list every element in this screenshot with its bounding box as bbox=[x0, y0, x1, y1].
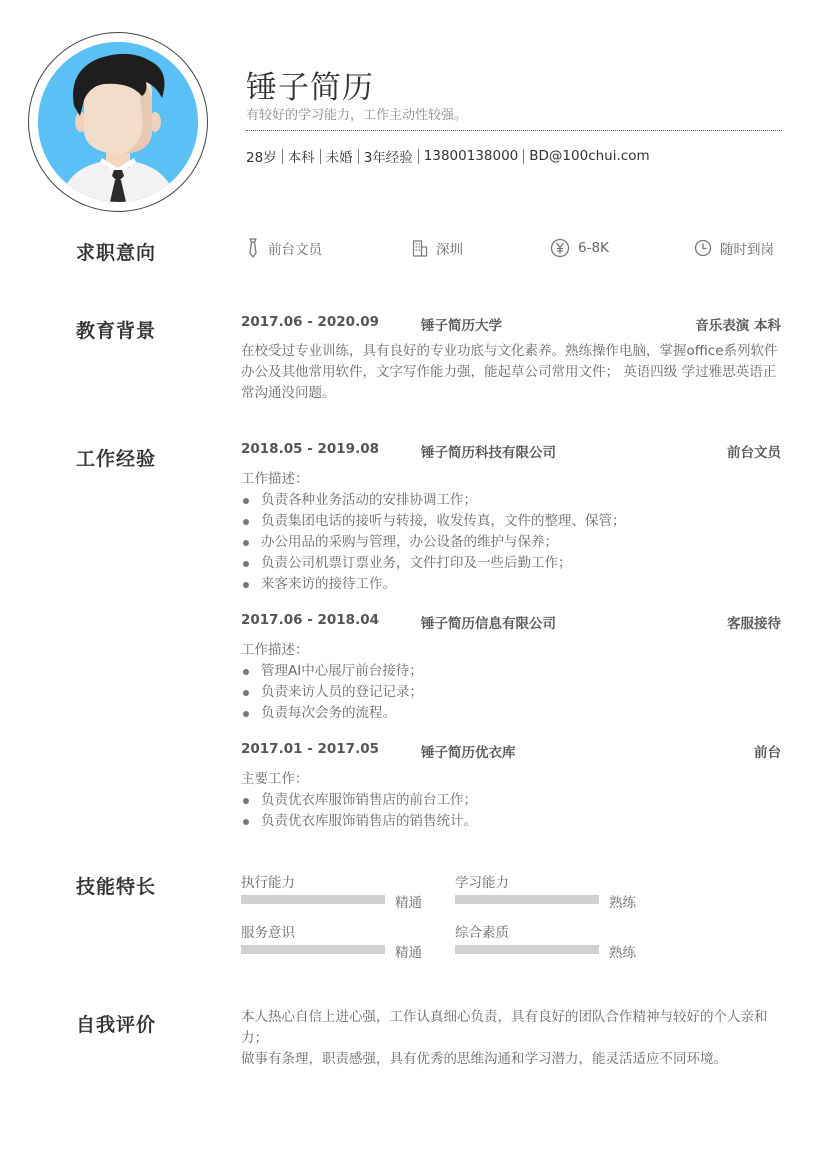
info-marital: 未婚 bbox=[325, 150, 353, 166]
intent-salary-label: 6-8K bbox=[578, 240, 609, 256]
intent-city-label: 深圳 bbox=[436, 242, 463, 258]
list-item: 负责公司机票订票业务，文件打印及一些后勤工作； bbox=[241, 553, 786, 574]
job-bullets bbox=[241, 661, 786, 724]
job-heading: 工作描述： bbox=[241, 642, 309, 658]
skill-name: 服务意识 bbox=[241, 925, 295, 941]
skill-item bbox=[455, 921, 655, 965]
list-item: 管理AI中心展厅前台接待； bbox=[241, 661, 786, 682]
job-role: 前台 bbox=[754, 745, 781, 761]
education-major: 音乐表演 本科 bbox=[695, 318, 781, 334]
job-period: 2017.06 - 2018.04 bbox=[241, 612, 379, 628]
intent-position bbox=[246, 238, 322, 258]
info-separator bbox=[418, 149, 419, 164]
job-bullets bbox=[241, 490, 786, 595]
list-item: 负责优衣库服饰销售店的销售统计。 bbox=[241, 811, 786, 832]
personal-info bbox=[246, 146, 650, 166]
header-divider bbox=[246, 130, 782, 131]
job-heading: 主要工作： bbox=[241, 771, 309, 787]
info-separator bbox=[320, 149, 321, 164]
skill-level: 熟练 bbox=[609, 945, 636, 961]
clock-icon bbox=[694, 239, 712, 257]
job-company: 锤子简历优衣库 bbox=[421, 745, 516, 761]
section-title-self-eval: 自我评价 bbox=[76, 1014, 157, 1036]
job-company: 锤子简历信息有限公司 bbox=[421, 616, 556, 632]
section-title-intent: 求职意向 bbox=[76, 242, 157, 264]
job-period: 2018.05 - 2019.08 bbox=[241, 441, 379, 457]
list-item: 来客来访的接待工作。 bbox=[241, 574, 786, 595]
job-role: 客服接待 bbox=[727, 616, 781, 632]
education-description: 在校受过专业训练，具有良好的专业功底与文化素养。熟练操作电脑，掌握office系列软件办公及其他常用软件，文字写作能力强，能起草公司常用文件； 英语四级 学过雅思英语正常沟通没问题。 bbox=[241, 343, 778, 401]
info-email[interactable]: BD@100chui.com bbox=[529, 148, 650, 164]
skill-item bbox=[241, 871, 441, 915]
section-title-education: 教育背景 bbox=[76, 320, 157, 342]
skill-level: 熟练 bbox=[609, 895, 636, 911]
info-age: 28岁 bbox=[246, 150, 277, 166]
yen-icon bbox=[550, 238, 570, 258]
info-separator bbox=[523, 149, 524, 164]
skill-level: 精通 bbox=[395, 945, 422, 961]
info-separator bbox=[358, 149, 359, 164]
list-item: 负责优衣库服饰销售店的前台工作； bbox=[241, 790, 786, 811]
list-item: 负责每次会务的流程。 bbox=[241, 703, 786, 724]
intent-availability bbox=[694, 238, 774, 258]
skill-bar bbox=[241, 895, 385, 904]
list-item: 负责集团电话的接听与转接，收发传真，文件的整理、保管； bbox=[241, 511, 786, 532]
skill-level: 精通 bbox=[395, 895, 422, 911]
intent-position-label: 前台文员 bbox=[268, 242, 322, 258]
job-bullets bbox=[241, 790, 786, 832]
skill-name: 执行能力 bbox=[241, 875, 295, 891]
skill-name: 综合素质 bbox=[455, 925, 509, 941]
list-item: 办公用品的采购与管理，办公设备的维护与保养； bbox=[241, 532, 786, 553]
avatar bbox=[38, 42, 198, 202]
education-school: 锤子简历大学 bbox=[421, 318, 502, 334]
job-row bbox=[241, 741, 781, 761]
skill-item bbox=[455, 871, 655, 915]
job-company: 锤子简历科技有限公司 bbox=[421, 445, 556, 461]
building-icon bbox=[412, 239, 428, 257]
motto: 有较好的学习能力，工作主动性较强。 bbox=[246, 108, 468, 123]
skill-item bbox=[241, 921, 441, 965]
section-title-work: 工作经验 bbox=[76, 448, 157, 470]
self-eval-line: 做事有条理，职责感强，具有优秀的思维沟通和学习潜力，能灵活适应不同环境。 bbox=[241, 1051, 727, 1067]
info-phone[interactable]: 13800138000 bbox=[423, 148, 519, 164]
intent-city bbox=[412, 238, 463, 258]
intent-row bbox=[242, 238, 782, 262]
list-item: 负责各种业务活动的安排协调工作； bbox=[241, 490, 786, 511]
education-row bbox=[241, 314, 781, 334]
job-row bbox=[241, 441, 781, 461]
self-eval-line: 本人热心自信上进心强，工作认真细心负责，具有良好的团队合作精神与较好的个人亲和力； bbox=[241, 1009, 768, 1046]
intent-salary bbox=[550, 238, 609, 258]
skill-bar bbox=[455, 895, 599, 904]
tie-icon bbox=[246, 238, 260, 258]
info-separator bbox=[282, 149, 283, 164]
intent-availability-label: 随时到岗 bbox=[720, 242, 774, 258]
job-row bbox=[241, 612, 781, 632]
info-experience: 3年经验 bbox=[363, 150, 413, 166]
education-period: 2017.06 - 2020.09 bbox=[241, 314, 379, 330]
skill-name: 学习能力 bbox=[455, 875, 509, 891]
list-item: 负责来访人员的登记记录； bbox=[241, 682, 786, 703]
section-title-skills: 技能特长 bbox=[76, 876, 157, 898]
skill-bar bbox=[455, 945, 599, 954]
avatar-frame bbox=[28, 32, 208, 212]
job-role: 前台文员 bbox=[727, 445, 781, 461]
skill-bar bbox=[241, 945, 385, 954]
avatar-illustration bbox=[38, 42, 198, 202]
job-period: 2017.01 - 2017.05 bbox=[241, 741, 379, 757]
info-degree: 本科 bbox=[287, 150, 315, 166]
resume-name: 锤子简历 bbox=[246, 70, 374, 106]
job-heading: 工作描述： bbox=[241, 471, 309, 487]
